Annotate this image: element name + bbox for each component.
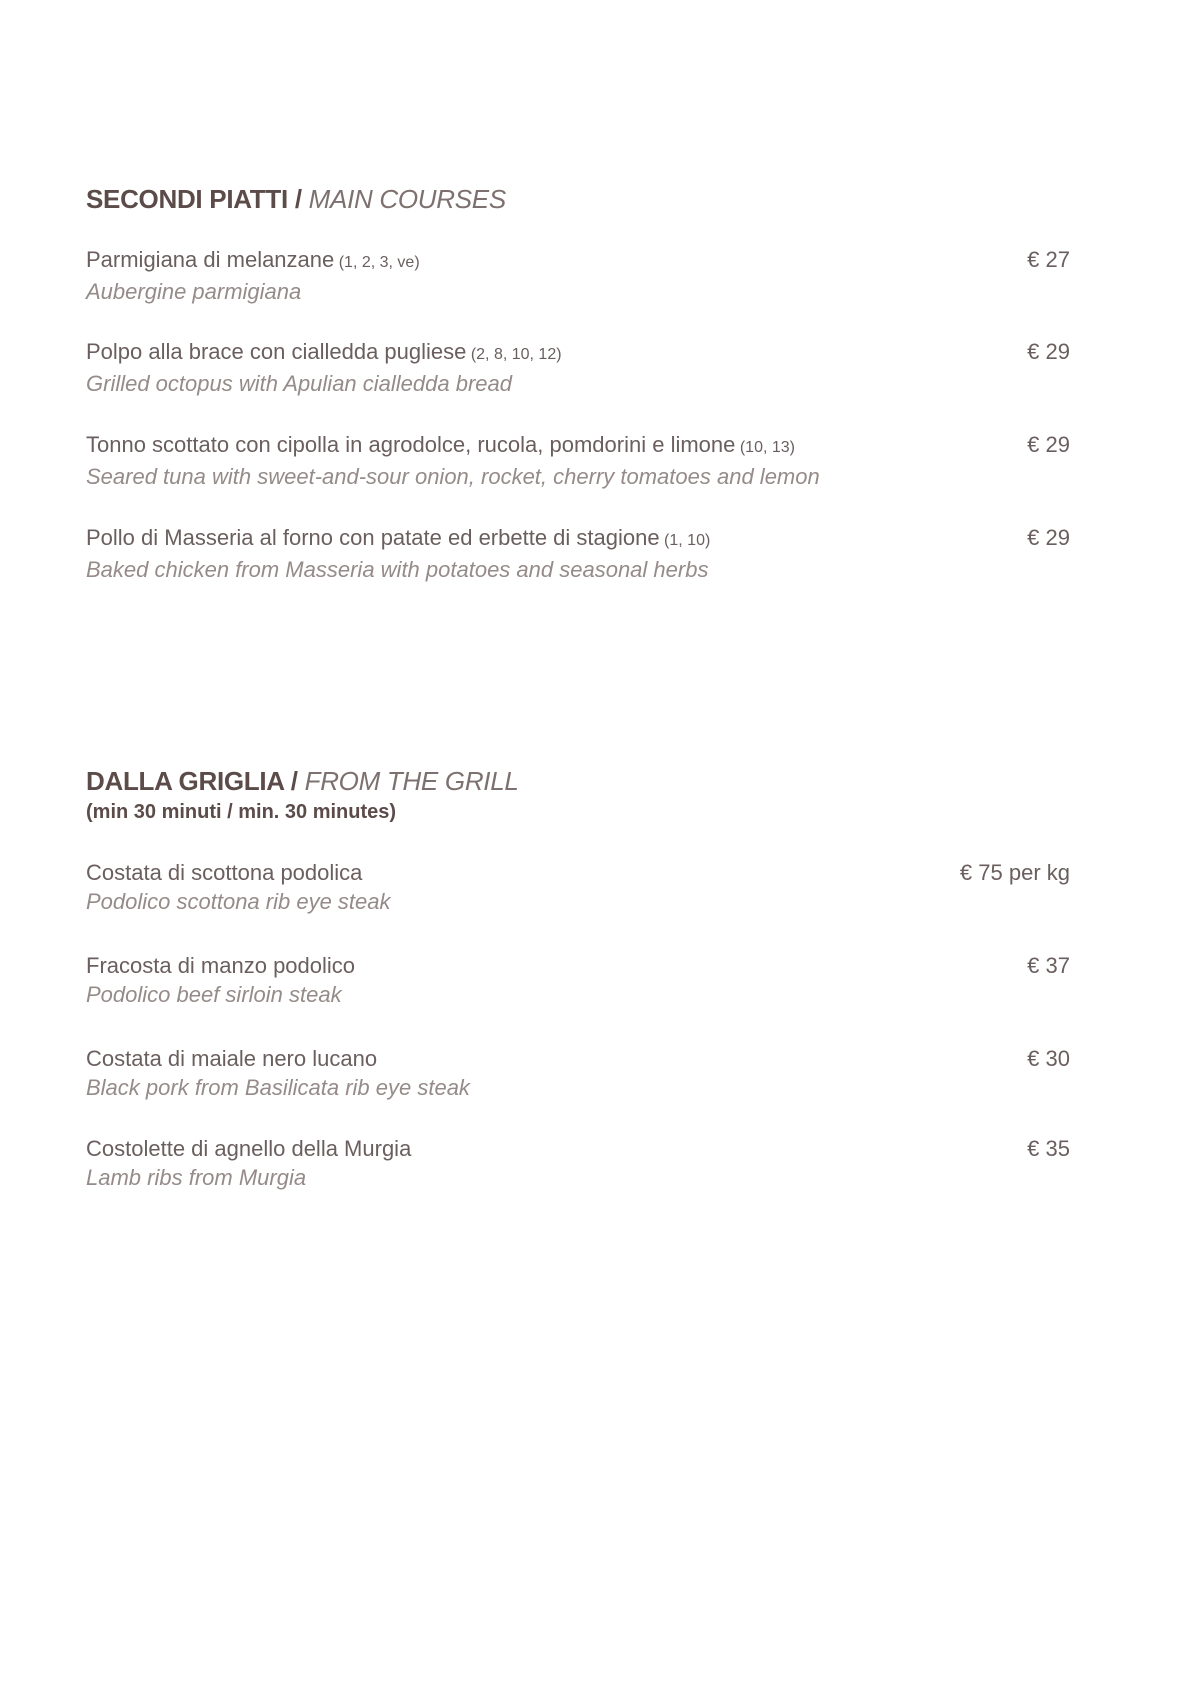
menu-item — [86, 1044, 1070, 1102]
item-name: Pollo di Masseria al forno con patate ed erbette di stagione — [86, 525, 660, 550]
menu-item — [86, 951, 1070, 1009]
item-allergens: (10, 13) — [739, 439, 795, 456]
menu-item — [86, 430, 1070, 491]
menu-item — [86, 337, 1070, 398]
menu-item — [86, 1134, 1070, 1192]
heading-it: SECONDI PIATTI — [86, 184, 288, 214]
menu-item — [86, 858, 1070, 916]
item-price: € 30 — [1027, 1046, 1070, 1071]
item-description: Podolico beef sirloin steak — [86, 982, 342, 1007]
item-name: Fracosta di manzo podolico — [86, 953, 356, 978]
item-price: € 29 — [1027, 525, 1070, 550]
item-price: € 37 — [1027, 953, 1070, 978]
item-price: € 27 — [1027, 247, 1070, 272]
item-name: Costata di scottona podolica — [86, 860, 363, 885]
item-allergens: (2, 8, 10, 12) — [470, 346, 562, 363]
item-description: Black pork from Basilicata rib eye steak — [86, 1075, 470, 1100]
menu-item — [86, 245, 1070, 306]
item-name: Tonno scottato con cipolla in agrodolce, rucola, pomdorini e limone — [86, 432, 736, 457]
section-subtitle: (min 30 minuti / min. 30 minutes) — [86, 801, 397, 823]
item-allergens: (1, 2, 3, ve) — [338, 254, 420, 271]
heading-it: DALLA GRIGLIA — [86, 766, 284, 796]
item-name: Costata di maiale nero lucano — [86, 1046, 378, 1071]
item-description: Podolico scottona rib eye steak — [86, 889, 391, 914]
item-description: Seared tuna with sweet-and-sour onion, rocket, cherry tomatoes and lemon — [86, 464, 820, 489]
item-name: Costolette di agnello della Murgia — [86, 1136, 412, 1161]
item-price: € 29 — [1027, 432, 1070, 457]
item-allergens: (1, 10) — [664, 532, 711, 549]
item-description: Grilled octopus with Apulian cialledda bread — [86, 371, 512, 396]
item-price: € 29 — [1027, 339, 1070, 364]
item-description: Baked chicken from Masseria with potatoes and seasonal herbs — [86, 557, 709, 582]
section-heading-main-courses: SECONDI PIATTI / MAIN COURSES — [86, 184, 506, 214]
item-price: € 35 — [1027, 1136, 1070, 1161]
item-description: Lamb ribs from Murgia — [86, 1165, 307, 1190]
heading-en: MAIN COURSES — [308, 184, 506, 214]
item-name: Parmigiana di melanzane — [86, 247, 335, 272]
item-price: € 75 per kg — [959, 860, 1070, 885]
menu-item — [86, 523, 1070, 584]
section-heading-from-the-grill: DALLA GRIGLIA / FROM THE GRILL — [86, 766, 519, 796]
item-description: Aubergine parmigiana — [86, 279, 302, 304]
item-name: Polpo alla brace con cialledda pugliese — [86, 339, 467, 364]
heading-en: FROM THE GRILL — [304, 766, 519, 796]
